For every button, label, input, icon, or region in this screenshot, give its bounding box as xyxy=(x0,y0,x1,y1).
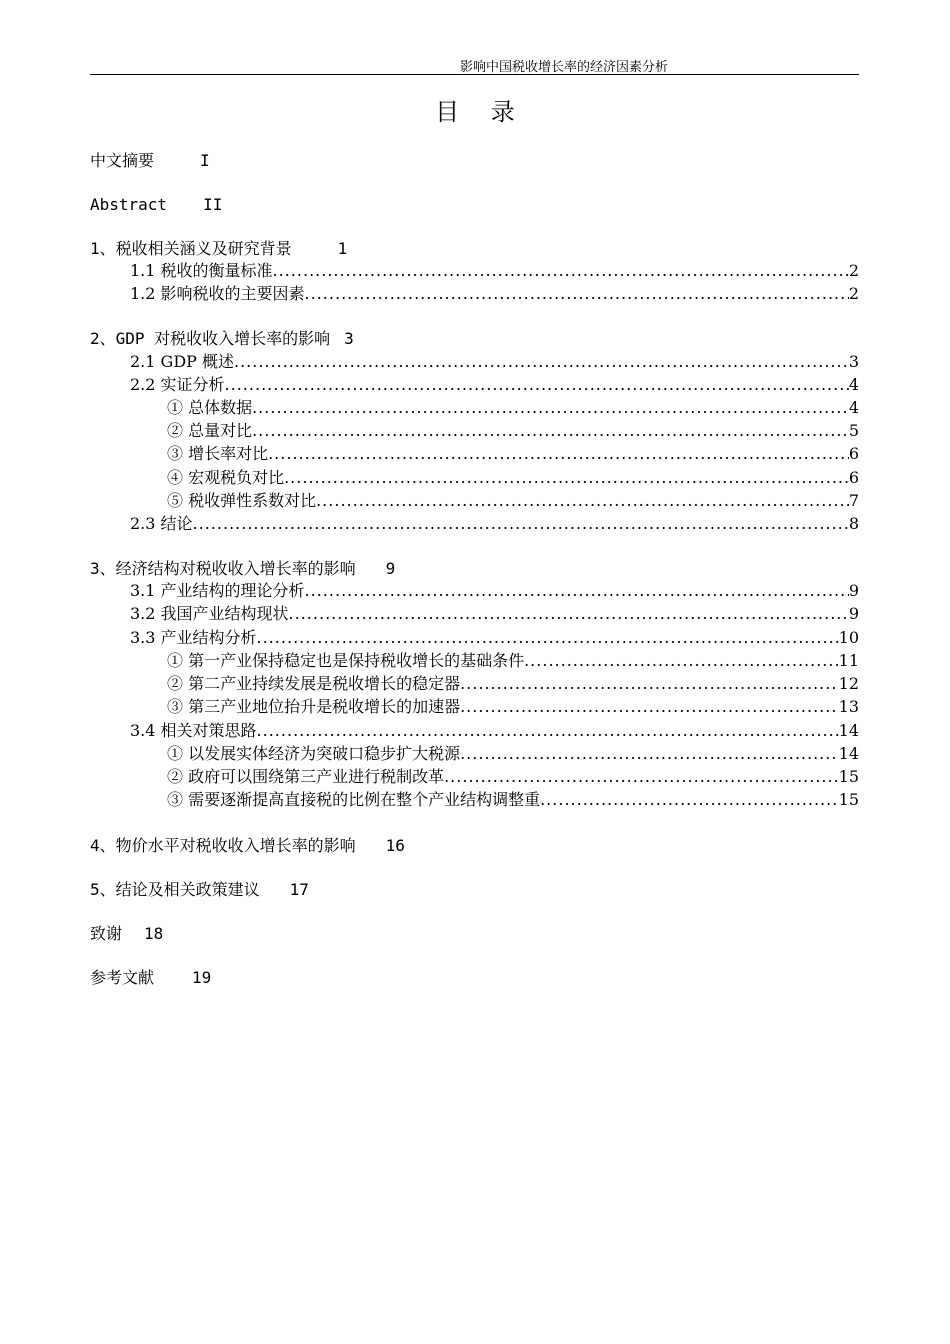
toc-entry-1-1[interactable] xyxy=(90,260,859,282)
toc-page-number: 6 xyxy=(848,468,859,487)
toc-label: ④ 宏观税负对比 xyxy=(167,468,285,487)
running-header: 影响中国税收增长率的经济因素分析 xyxy=(460,60,669,75)
toc-entry-references[interactable] xyxy=(90,967,859,989)
toc-page-number: 3 xyxy=(848,352,859,371)
toc-label: ② 政府可以围绕第三产业进行税制改革 xyxy=(167,767,445,786)
toc-entry-3-4-1[interactable] xyxy=(90,743,859,765)
toc-page-number: 14 xyxy=(838,744,859,763)
toc-label: ③ 增长率对比 xyxy=(167,444,269,463)
toc-page-number: 13 xyxy=(838,697,859,716)
toc-entry-thanks[interactable] xyxy=(90,923,859,945)
toc-entry-3-4[interactable] xyxy=(90,720,859,742)
toc-page-number: 4 xyxy=(848,375,859,394)
toc-entry-3-3-3[interactable] xyxy=(90,696,859,718)
toc-leader-dots xyxy=(460,673,839,695)
toc-entry-abstract[interactable] xyxy=(90,194,859,216)
toc-label: 5、结论及相关政策建议 xyxy=(90,880,260,899)
toc-leader-dots xyxy=(252,420,849,442)
toc-label: 3.1 产业结构的理论分析 xyxy=(130,581,305,600)
toc-label: ① 第一产业保持稳定也是保持税收增长的基础条件 xyxy=(167,651,525,670)
toc-label: 3.2 我国产业结构现状 xyxy=(130,604,289,623)
toc-leader-dots xyxy=(225,374,849,396)
toc-label: Abstract xyxy=(90,195,168,214)
toc-entry-2-2-4[interactable] xyxy=(90,467,859,489)
toc-entry-chapter-5[interactable] xyxy=(90,879,859,901)
toc-entry-2-2-1[interactable] xyxy=(90,397,859,419)
toc-page-number: II xyxy=(203,195,223,214)
toc-leader-dots xyxy=(284,467,849,489)
toc-page-number: 18 xyxy=(144,924,164,943)
toc-label: 3、经济结构对税收收入增长率的影响 xyxy=(90,559,356,578)
toc-page-number: 7 xyxy=(848,491,859,510)
toc-page-number: 11 xyxy=(838,651,859,670)
toc-page-number: 12 xyxy=(838,674,859,693)
toc-leader-dots xyxy=(460,743,839,765)
toc-page-number: 9 xyxy=(848,581,859,600)
toc-entry-2-2[interactable] xyxy=(90,374,859,396)
toc-label: 1.1 税收的衡量标准 xyxy=(130,261,273,280)
toc-leader-dots xyxy=(257,627,839,649)
header-rule xyxy=(90,74,859,75)
toc-label: ③ 需要逐渐提高直接税的比例在整个产业结构调整重 xyxy=(167,790,541,809)
toc-label: 参考文献 xyxy=(90,968,155,987)
toc-label: 3.4 相关对策思路 xyxy=(130,721,257,740)
toc-leader-dots xyxy=(234,351,849,373)
toc-entry-2-1[interactable] xyxy=(90,351,859,373)
toc-page-number: 1 xyxy=(337,239,348,258)
toc-page-number: I xyxy=(200,151,210,170)
toc-entry-chapter-4[interactable] xyxy=(90,835,859,857)
toc-page-number: 6 xyxy=(848,444,859,463)
toc-leader-dots xyxy=(268,443,849,465)
toc-label: 2.1 GDP 概述 xyxy=(130,352,234,371)
toc-entry-3-3-2[interactable] xyxy=(90,673,859,695)
toc-entry-2-2-5[interactable] xyxy=(90,490,859,512)
toc-label: 2.3 结论 xyxy=(130,514,193,533)
toc-entry-chapter-1[interactable] xyxy=(90,238,859,260)
toc-page-number: 9 xyxy=(848,604,859,623)
toc-page-number: 5 xyxy=(848,421,859,440)
toc-leader-dots xyxy=(257,720,839,742)
toc-page-number: 19 xyxy=(192,968,212,987)
toc-page-number: 8 xyxy=(848,514,859,533)
toc-entry-3-3-1[interactable] xyxy=(90,650,859,672)
toc-leader-dots xyxy=(273,260,849,282)
toc-label: ⑤ 税收弹性系数对比 xyxy=(167,491,317,510)
toc-leader-dots xyxy=(305,283,849,305)
toc-label: ③ 第三产业地位抬升是税收增长的加速器 xyxy=(167,697,461,716)
toc-label: 4、物价水平对税收收入增长率的影响 xyxy=(90,836,356,855)
toc-leader-dots xyxy=(316,490,849,512)
toc-leader-dots xyxy=(524,650,839,672)
toc-label: 1、税收相关涵义及研究背景 xyxy=(90,239,292,258)
toc-label: ① 总体数据 xyxy=(167,398,253,417)
toc-label: ② 总量对比 xyxy=(167,421,253,440)
toc-leader-dots xyxy=(540,789,839,811)
toc-page-number: 14 xyxy=(838,721,859,740)
toc-entry-3-4-3[interactable] xyxy=(90,789,859,811)
toc-label: 2、GDP 对税收收入增长率的影响 xyxy=(90,329,331,348)
toc-page-number: 3 xyxy=(344,329,354,348)
toc-page-number: 17 xyxy=(289,880,309,899)
toc-entry-1-2[interactable] xyxy=(90,283,859,305)
toc-page-number: 4 xyxy=(848,398,859,417)
toc-entry-3-2[interactable] xyxy=(90,603,859,625)
toc-entry-chapter-2[interactable] xyxy=(90,328,859,350)
toc-entry-3-1[interactable] xyxy=(90,580,859,602)
toc-label: ① 以发展实体经济为突破口稳步扩大税源 xyxy=(167,744,461,763)
toc-label: ② 第二产业持续发展是税收增长的稳定器 xyxy=(167,674,461,693)
toc-label: 1.2 影响税收的主要因素 xyxy=(130,284,305,303)
toc-entry-2-3[interactable] xyxy=(90,513,859,535)
toc-entry-3-4-2[interactable] xyxy=(90,766,859,788)
toc-entry-2-2-3[interactable] xyxy=(90,443,859,465)
page-title: 目 录 xyxy=(435,98,527,126)
toc-page-number: 2 xyxy=(848,284,859,303)
toc-label: 3.3 产业结构分析 xyxy=(130,628,257,647)
toc-page-number: 15 xyxy=(838,767,859,786)
toc-leader-dots xyxy=(305,580,849,602)
toc-label: 2.2 实证分析 xyxy=(130,375,225,394)
toc-entry-2-2-2[interactable] xyxy=(90,420,859,442)
toc-leader-dots xyxy=(252,397,849,419)
toc-page-number: 10 xyxy=(838,628,859,647)
toc-leader-dots xyxy=(444,766,839,788)
toc-entry-3-3[interactable] xyxy=(90,627,859,649)
toc-page-number: 9 xyxy=(385,559,396,578)
toc-label: 致谢 xyxy=(90,924,123,943)
toc-entry-zh-abstract[interactable] xyxy=(90,150,859,172)
toc-leader-dots xyxy=(193,513,849,535)
toc-page-number: 2 xyxy=(848,261,859,280)
toc-page-number: 16 xyxy=(385,836,405,855)
toc-page-number: 15 xyxy=(838,790,859,809)
toc-leader-dots xyxy=(460,696,839,718)
toc-entry-chapter-3[interactable] xyxy=(90,558,859,580)
toc-label: 中文摘要 xyxy=(90,151,155,170)
toc-leader-dots xyxy=(289,603,849,625)
